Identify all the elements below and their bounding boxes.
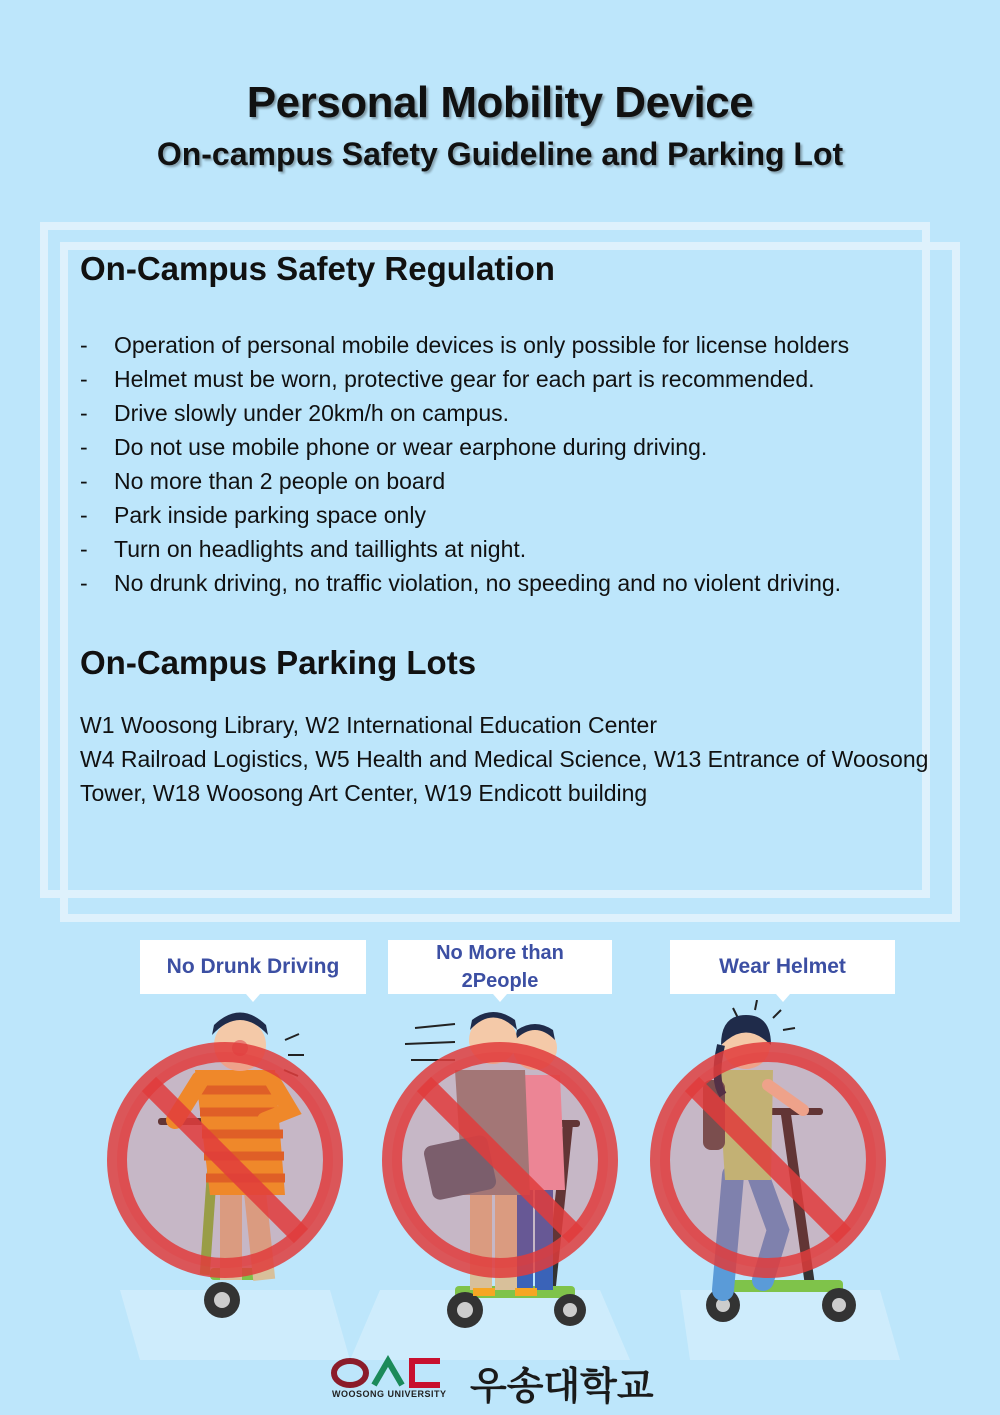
parking-heading: On-Campus Parking Lots [80, 644, 477, 681]
university-logo [330, 1355, 670, 1408]
regulation-item: - No more than 2 people on board [80, 468, 446, 494]
logo-korean-text: 우송대학교 [470, 1364, 654, 1408]
wear-helmet-icon [643, 1000, 893, 1340]
regulation-list [80, 328, 930, 600]
label-wear-helmet: Wear Helmet [670, 940, 895, 994]
no-two-people-icon [375, 1000, 625, 1340]
guideline-panel [80, 250, 930, 810]
page-header [0, 78, 1000, 173]
logo-english-text: WOOSONG UNIVERSITY [332, 1389, 447, 1399]
regulation-item: - Do not use mobile phone or wear earphone during driving. [80, 434, 708, 460]
parking-lots-line: W1 Woosong Library, W2 International Education Center [80, 712, 657, 738]
regulation-item: - No drunk driving, no traffic violation, no speeding and no violent driving. [80, 570, 842, 596]
regulation-item: - Drive slowly under 20km/h on campus. [80, 400, 509, 426]
label-no-more-than-two: No More than 2People [388, 940, 612, 994]
regulation-item: - Turn on headlights and taillights at night. [80, 536, 527, 562]
parking-lots-list [80, 708, 930, 810]
regulation-item: - Park inside parking space only [80, 502, 426, 528]
regulation-heading: On-Campus Safety Regulation [80, 250, 555, 287]
page-title: Personal Mobility Device [246, 78, 754, 127]
page-subtitle: On-campus Safety Guideline and Parking Lot [156, 136, 844, 172]
regulation-item: - Operation of personal mobile devices is only possible for license holders [80, 332, 850, 358]
parking-lots-line: W4 Railroad Logistics, W5 Health and Medical Science, W13 Entrance of Woosong Tower, W18 Woosong Art Center, W19 Endicott building [80, 746, 929, 806]
no-drunk-driving-icon [100, 1000, 350, 1340]
label-no-drunk-driving: No Drunk Driving [140, 940, 366, 994]
regulation-item: - Helmet must be worn, protective gear for each part is recommended. [80, 366, 815, 392]
